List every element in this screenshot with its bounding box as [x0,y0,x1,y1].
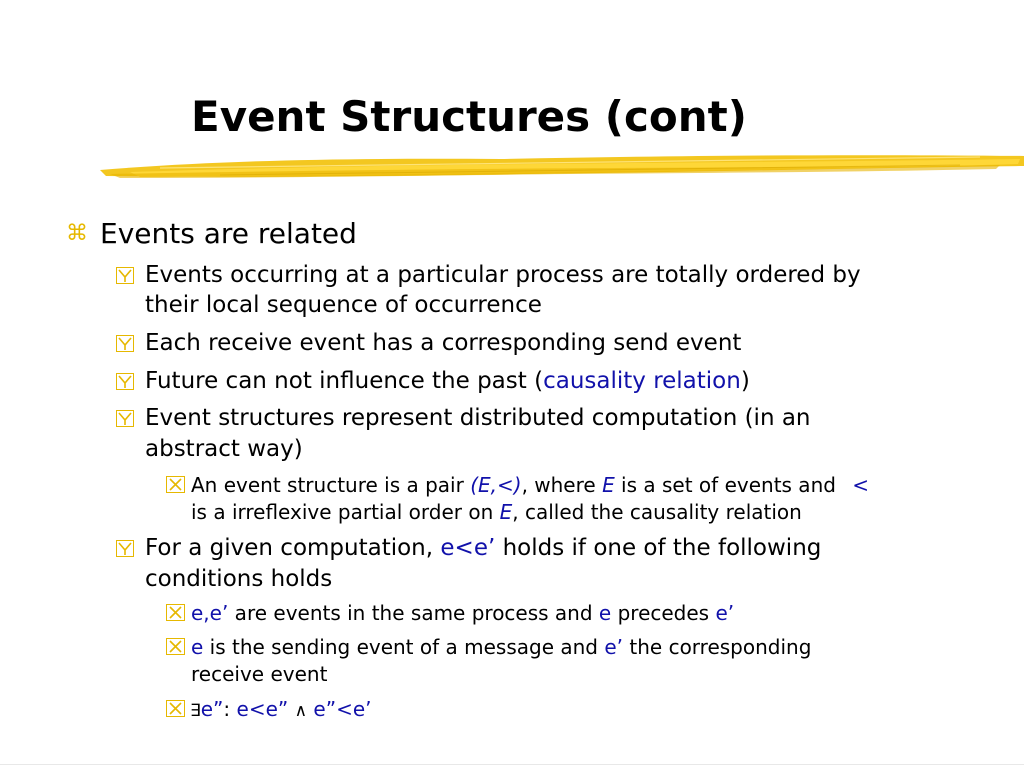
title-underline-brush [100,150,1024,184]
slide-bottom-divider [0,764,1024,765]
checkbox-x-icon [166,638,185,655]
exists-symbol: ∃ [190,701,201,721]
checkbox-x-icon [166,604,185,621]
checkbox-y-icon [116,267,134,284]
checkbox-y-icon [116,373,134,390]
checkbox-x-icon [166,476,185,493]
checkbox-y-icon [116,410,134,427]
slide-title: Event Structures (cont) [191,92,747,141]
causality-relation-link: causality relation [543,368,741,394]
checkbox-y-icon [116,335,134,352]
logical-and-symbol: ∧ [294,701,308,721]
checkbox-x-icon [166,700,185,717]
checkbox-y-icon [116,540,134,557]
command-key-icon: ⌘ [66,221,88,246]
